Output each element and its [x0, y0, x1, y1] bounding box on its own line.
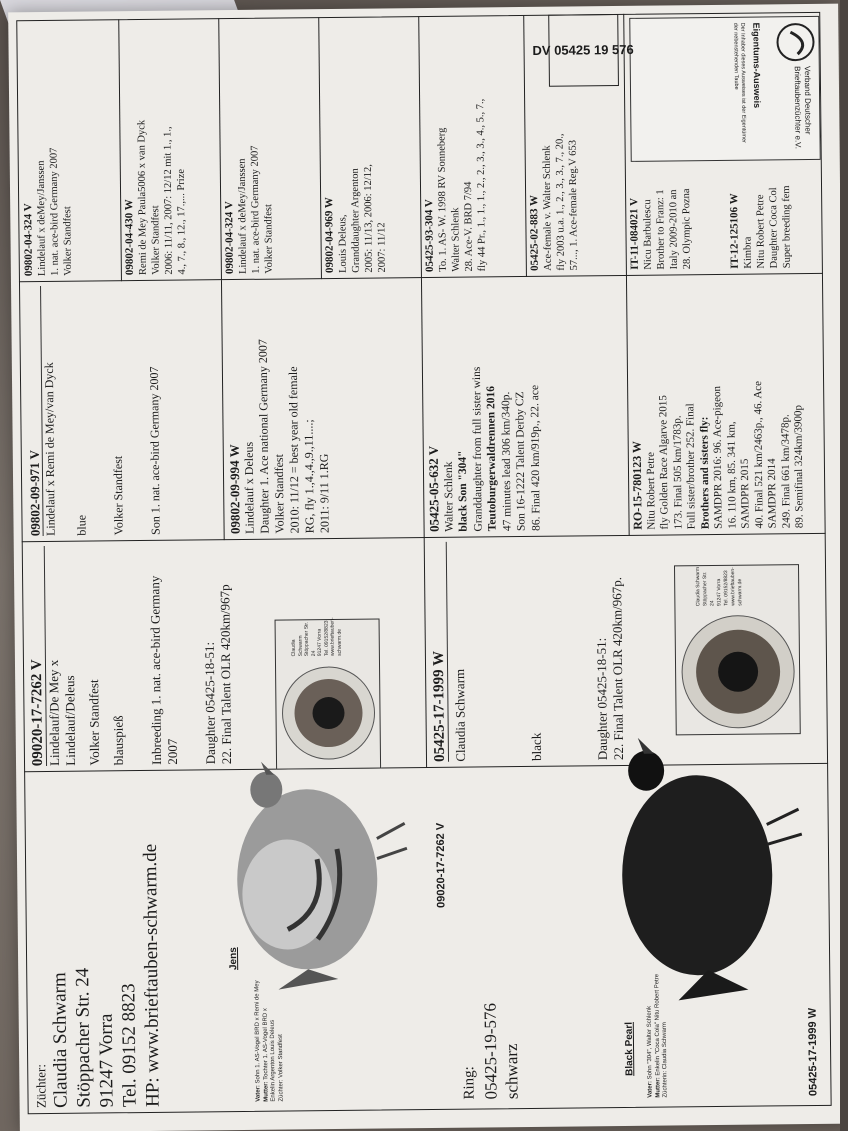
- ggp-line: Daughter Coca Col: [768, 187, 780, 269]
- sire-line: 22. Final Talent OLR 420km/967p: [217, 584, 235, 765]
- bird-jens-father: Sohn 1. AS-Vogel BRD x Remi de Mey: [254, 980, 262, 1084]
- bird-jens-mother2: Enkelin Argenton Louis Deleus: [269, 1019, 277, 1102]
- breeder-label: Züchter:: [33, 1063, 49, 1109]
- ggp-line: Volker Standfest: [62, 206, 74, 276]
- eye-card-line: 91247 Vorra: [716, 578, 723, 606]
- ggp-line: Italy 2009-2010 an: [668, 189, 680, 270]
- granddam-2-line: 249. Final 661 km/3478p.: [778, 414, 793, 529]
- grandsire-2-block: [425, 281, 544, 532]
- ggp-line: 1. nat. ace-bird Germany 2007: [48, 147, 61, 276]
- ggp-ring: 05425-93-304 V: [423, 199, 436, 273]
- ggp-ring: 09802-04-324 V: [22, 203, 35, 277]
- grandsire-2-line: Son 16-1222 Talent Derby CZ: [514, 391, 528, 532]
- granddam-1-ring: 09802-09-994 W: [226, 444, 243, 535]
- stamp-code: DV 05425 19 576: [532, 42, 635, 59]
- grandsire-2-line: Granddaughter from full sister wins: [470, 366, 485, 532]
- great-grandparent-2: [121, 23, 189, 276]
- ggp-line: 2005: 11/13, 2006: 12/12,: [362, 164, 375, 273]
- grandsire-2-line: black Son "304": [456, 450, 470, 532]
- eye-card-bottom: [674, 564, 801, 735]
- sire-line: Lindelauf/De Mey x: [45, 659, 63, 767]
- great-grandparent-4: [321, 20, 389, 273]
- granddam-2-line: SAMDPR 2016: 96. Ace-pigeon: [711, 385, 725, 530]
- grandsire-1-ring: 09802-09-971 V: [26, 449, 43, 537]
- pigeon-grey-image: [166, 758, 428, 991]
- ggp-line: 57..., 1. Ace-female Reg.V 653: [567, 139, 580, 271]
- dam-ring: 05425-17-1999 W: [430, 650, 449, 762]
- breeder-city: 91247 Vorra: [95, 1013, 118, 1108]
- granddam-1-line: 2010: 11/12 = best year old female: [285, 366, 302, 534]
- granddam-2-line: SAMDPR 2015: [738, 458, 752, 529]
- sire-line: Lindelauf/Deleus: [62, 675, 79, 766]
- grandsire-1-line: Lindelauf x Remi de Mey/van Dyck: [41, 362, 58, 537]
- ggp-ring: IT-11-084021 V: [628, 197, 641, 270]
- ggp-line: Remi de Mey Paula5006 x van Dyck: [136, 119, 149, 276]
- bird-jens-name: Jens: [227, 947, 240, 971]
- breeder-name: Claudia Schwarm: [49, 972, 72, 1108]
- grandsire-1-line: blue: [74, 514, 89, 536]
- mutter-label: Mutter:: [654, 1077, 662, 1098]
- great-grandparent-5: [421, 19, 489, 272]
- grandsire-2-ring: 05425-05-632 V: [425, 445, 442, 533]
- granddam-2-line: Brothers and sisters fly:: [697, 416, 712, 530]
- subject-ring: 05425-19-576: [480, 1002, 501, 1100]
- ggp-line: Volker Standfest: [263, 204, 275, 274]
- ggp-ring: 05425-02-883 W: [528, 194, 541, 271]
- granddam-1-line: Volker Standfest: [271, 454, 287, 534]
- bird-jens-breeder: Züchter: Volker Standfest: [277, 1034, 285, 1102]
- ggp-line: Brother to Franz: 1: [655, 189, 667, 270]
- association-name-1: Verband Deutscher: [802, 65, 813, 135]
- eye-card-top: [275, 619, 382, 770]
- granddam-1-line: RG, fly 1.,4.,4.,9.,11....;: [301, 419, 317, 534]
- breeder-phone: Tel. 09152 8823: [118, 983, 141, 1108]
- great-grandparent-7: [628, 169, 694, 270]
- pedigree-page: [8, 4, 840, 1123]
- ggp-line: Louis Deleus,: [337, 214, 349, 273]
- ggp-ring: IT-12-125106 W: [728, 193, 741, 269]
- paper-edge-shadow: [840, 0, 848, 1131]
- dam-line: Daughter 05425-18-51:: [593, 637, 611, 761]
- association-name: [792, 66, 813, 158]
- bird-black-pearl-breeder: Züchterin: Claudia Schwarm: [661, 1022, 669, 1098]
- pedigree-sheet: [8, 4, 848, 1131]
- bird-jens-ring: 09020-17-7262 V: [434, 822, 448, 908]
- sire-block: [28, 544, 235, 766]
- ggp-line: 28. Olympic Pozna: [681, 188, 693, 270]
- granddam-2-line: SAMDPR 2014: [765, 458, 779, 529]
- eye-card-line: Claudia Schwarm: [695, 566, 702, 607]
- eye-card-line: 91247 Vorra: [316, 628, 323, 657]
- association-name-2: Brieftaubenzüchter e.V.: [792, 66, 803, 150]
- eye-card-line: www.brieftauben-schwarm.de: [730, 567, 744, 606]
- bird-black-pearl-name: Black Pearl: [623, 1021, 636, 1076]
- granddam-1-block: [225, 283, 333, 534]
- sire-ring: 09020-17-7262 V: [28, 659, 47, 767]
- bird-black-pearl-father: Sohn "304", Walter Schlenk: [646, 1005, 654, 1080]
- eye-card-text: [290, 617, 343, 657]
- breeder-street: Stöppacher Str. 24: [72, 967, 95, 1108]
- ggp-line: Ace-female v. Walter Schlenk: [541, 145, 554, 271]
- grandsire-2-line: 47 minutes lead 306 km/340p.: [499, 391, 514, 532]
- ggp-line: Lindelauf x deMey/Janssen: [236, 158, 249, 274]
- breeder-info: [31, 837, 165, 1108]
- granddam-2-ring: RO-15-780123 W: [629, 440, 645, 530]
- ggp-line: Kimbra: [742, 236, 754, 269]
- bird-black-pearl-ring: 05425-17-1999 W: [806, 1007, 820, 1097]
- bird-black-pearl-mother: Enkelin "Coca Cola" Nitu Robert Petre: [653, 973, 661, 1076]
- association-label: [623, 12, 825, 166]
- bird-jens-pedigree: [254, 972, 285, 1102]
- grandsire-1-line: Son 1. nat. ace-bird Germany 2007: [146, 366, 163, 535]
- granddam-2-line: Nitu Robert Petre: [644, 452, 658, 530]
- granddam-1-line: Daughter 1. Ace national Germany 2007: [255, 339, 272, 534]
- ggp-line: fly 44 Pr., 1., 1., 1., 2., 2., 3., 3., 4., 5., 7.,: [475, 98, 488, 272]
- ring-label: Ring:: [461, 1066, 478, 1100]
- sire-line: Daughter 05425-18-51:: [201, 641, 219, 765]
- grandsire-1-block: [25, 285, 164, 536]
- ggp-line: Nicu Barbulescu: [642, 199, 654, 270]
- association-note: [731, 23, 746, 153]
- eye-card-line: Stöppacher Str. 24: [702, 571, 716, 607]
- association-note-2: der nebenstehenden Taube: [732, 22, 740, 90]
- mutter-label: Mutter:: [262, 1081, 270, 1102]
- granddam-2-line: 40. Final 521 km/2463p., 46. Ace: [751, 380, 766, 529]
- association-note-1: Der Inhaber dieses Ausweises ist der Eigentümer: [739, 22, 747, 143]
- dam-block: [430, 540, 627, 762]
- granddam-2-line: 16. 110 km, 85. 341 km,: [724, 421, 739, 529]
- association-logo-icon: [775, 22, 815, 62]
- vater-label: Vater:: [647, 1080, 654, 1098]
- ggp-line: fly 2003 u.a. 1., 2., 3., 3., 7., 20.,: [554, 133, 567, 271]
- ggp-ring: 09802-04-324 V: [223, 201, 236, 275]
- pigeon-black-image: [576, 734, 819, 1006]
- eye-card-line: www.brieftauben-schwarm.de: [329, 617, 343, 657]
- granddam-2-line: fly Golden Race Algarve 2015: [657, 395, 671, 530]
- granddam-2-block: [629, 278, 807, 530]
- vater-label: Vater:: [255, 1085, 262, 1102]
- granddam-1-line: 2011: 9/11 1.RG: [316, 453, 332, 534]
- sire-line: Volker Standfest: [86, 679, 103, 766]
- eye-card-line: Tel. 09152/8823: [323, 620, 330, 657]
- ring-stamp: [532, 14, 635, 87]
- ggp-line: 4., 7., 8., 12., 17.,... Prize: [175, 168, 188, 275]
- ggp-line: Lindelauf x deMey/Janssen: [35, 160, 48, 277]
- association-title: Eigentums-Ausweis: [751, 22, 763, 109]
- ggp-line: 2007: 11/12: [376, 222, 388, 273]
- dam-line: Claudia Schwarm: [452, 668, 469, 762]
- ggp-line: To. 1. AS- W. 1998 RV Sonneberg: [436, 127, 449, 272]
- breeder-website: HP: www.brieftauben-schwarm.de: [139, 843, 164, 1108]
- great-grandparent-8: [728, 168, 794, 269]
- great-grandparent-1: [20, 24, 75, 277]
- ggp-ring: 09802-04-969 W: [323, 197, 336, 274]
- ggp-line: Granddaughter Argenton: [349, 168, 362, 273]
- sire-line: blauspieß: [110, 715, 127, 766]
- bird-jens-mother: Tochter 1. AS-Vogel BRD x: [262, 1008, 269, 1080]
- ggp-line: 2006: 11/11, 2007: 12/12 mit 1., 1.,: [162, 126, 175, 275]
- grandsire-1-line: Volker Standfest: [110, 455, 126, 536]
- granddam-1-line: Lindelauf x Deleus: [241, 441, 257, 534]
- great-grandparent-3: [221, 22, 276, 275]
- granddam-2-line: 173. Final 505 km/1783p.: [670, 415, 685, 530]
- ggp-ring: 09802-04-430 W: [123, 199, 136, 276]
- granddam-2-line: Full sister/brother 252. Final: [684, 403, 698, 530]
- subject-ring-block: [459, 1003, 523, 1100]
- eye-card-line: Tel. 09152/8823: [723, 570, 730, 606]
- sire-line: 2007: [164, 738, 181, 765]
- ggp-line: 28. Ace-V. BRD 7/94: [462, 181, 475, 272]
- ggp-line: Super breeding fem: [781, 185, 793, 269]
- ggp-line: Volker Standfest: [150, 205, 162, 275]
- ggp-line: 1. nat. ace-bird Germany 2007: [249, 145, 262, 274]
- grandsire-2-line: Walter Schlenk: [442, 461, 456, 532]
- ggp-line: Walter Schlenk: [450, 207, 462, 272]
- grandsire-2-line: Teutoburgerwaldrennen 2016: [485, 385, 499, 532]
- subject-color: schwarz: [501, 1043, 522, 1100]
- grandsire-2-line: 86. Final 420 km/919p., 22. ace: [528, 384, 543, 531]
- eye-card-line: Stöppacher Str. 24: [303, 621, 317, 657]
- granddam-2-line: 89. Semifinal 324km/3900p: [792, 404, 806, 529]
- eye-card-text: [695, 566, 744, 607]
- dam-line: 22. Final Talent OLR 420km/967p.: [609, 576, 627, 761]
- ggp-line: Nitu Robert Petre: [755, 194, 767, 269]
- dam-line: black: [528, 732, 545, 761]
- sire-line: Inbreeding 1. nat. ace-bird Germany: [147, 575, 165, 765]
- eye-card-line: Claudia Schwarm: [290, 635, 304, 657]
